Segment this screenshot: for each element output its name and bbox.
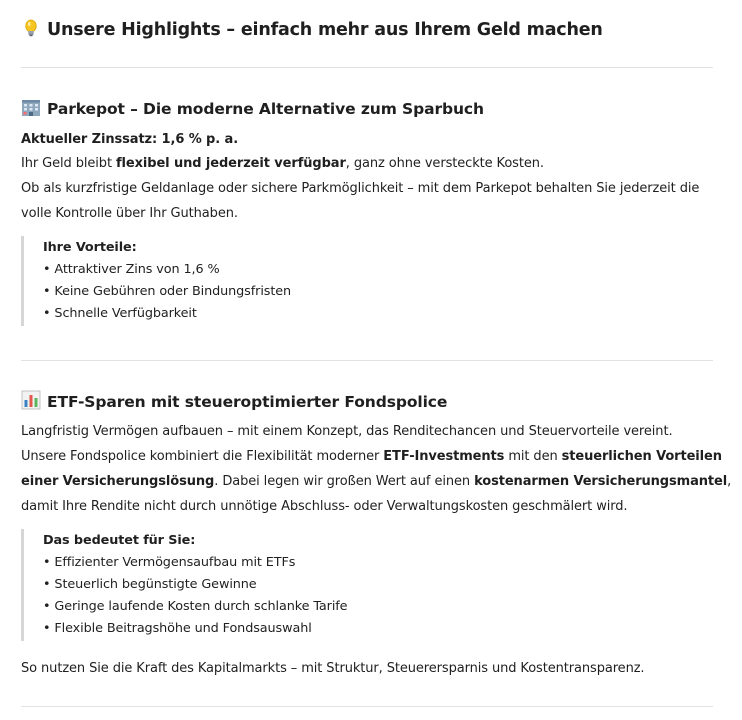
bold-text: flexibel und jederzeit verfügbar [115,156,346,171]
parkepot-heading [21,97,484,118]
list-item: • Geringe laufende Kosten durch schlanke Tarife [43,599,348,614]
bold-text: ETF-Investments [383,449,505,464]
divider [21,67,713,68]
list-item: • Attraktiver Zins von 1,6 % [43,262,220,277]
parkepot-paragraph-2-line-2: volle Kontrolle über Ihr Guthaben. [21,206,238,221]
etf-line-4: damit Ihre Rendite nicht durch unnötige Abschluss- oder Verwaltungskosten geschmälert wird. [21,499,628,514]
divider [21,706,713,707]
list-item: • Steuerlich begünstigte Gewinne [43,577,257,592]
text: Unsere Fondspolice kombiniert die Flexibilität moderner [21,449,384,464]
divider [21,360,713,361]
text: , [727,474,732,489]
list-item: • Flexible Beitragshöhe und Fondsauswahl [43,621,312,636]
meaning-title: Das bedeutet für Sie: [43,533,196,548]
office-building-icon [21,97,41,117]
advantages-blockquote [21,236,291,326]
parkepot-paragraph-2-line-1: Ob als kurzfristige Geldanlage oder sichere Parkmöglichkeit – mit dem Parkepot behalten Sie jederzeit die [21,181,700,196]
page-title-text: Unsere Highlights – einfach mehr aus Ihrem Geld machen [47,20,603,40]
list-item: • Keine Gebühren oder Bindungsfristen [43,284,292,299]
closing-paragraph: So nutzen Sie die Kraft des Kapitalmarkts – mit Struktur, Steuerersparnis und Kostentransparenz. [21,661,645,676]
etf-heading [21,390,447,411]
text: , ganz ohne versteckte Kosten. [345,156,544,171]
lightbulb-icon [21,18,41,38]
bold-text: steuerlichen Vorteilen [561,449,722,464]
list-item: • Schnelle Verfügbarkeit [43,306,197,321]
etf-line-2 [21,444,722,469]
interest-rate: Aktueller Zinssatz: 1,6 % p. a. [21,132,239,147]
text: Ihr Geld bleibt [21,156,116,171]
bar-chart-icon [21,390,41,410]
text: . Dabei legen wir großen Wert auf einen [214,474,475,489]
etf-line-1: Langfristig Vermögen aufbauen – mit einem Konzept, das Renditechancen und Steuervorteile vereint. [21,424,673,439]
advantages-title: Ihre Vorteile: [43,240,137,255]
parkepot-paragraph-1 [21,151,544,176]
meaning-blockquote [21,529,347,641]
bold-text: einer Versicherungslösung [21,474,215,489]
page-title [21,18,603,40]
etf-line-3 [21,469,731,494]
bold-text: kostenarmen Versicherungsmantel [474,474,728,489]
parkepot-title: Parkepot – Die moderne Alternative zum Sparbuch [47,100,484,118]
list-item: • Effizienter Vermögensaufbau mit ETFs [43,555,296,570]
etf-title: ETF-Sparen mit steueroptimierter Fondspolice [47,393,448,411]
text: mit den [504,449,562,464]
